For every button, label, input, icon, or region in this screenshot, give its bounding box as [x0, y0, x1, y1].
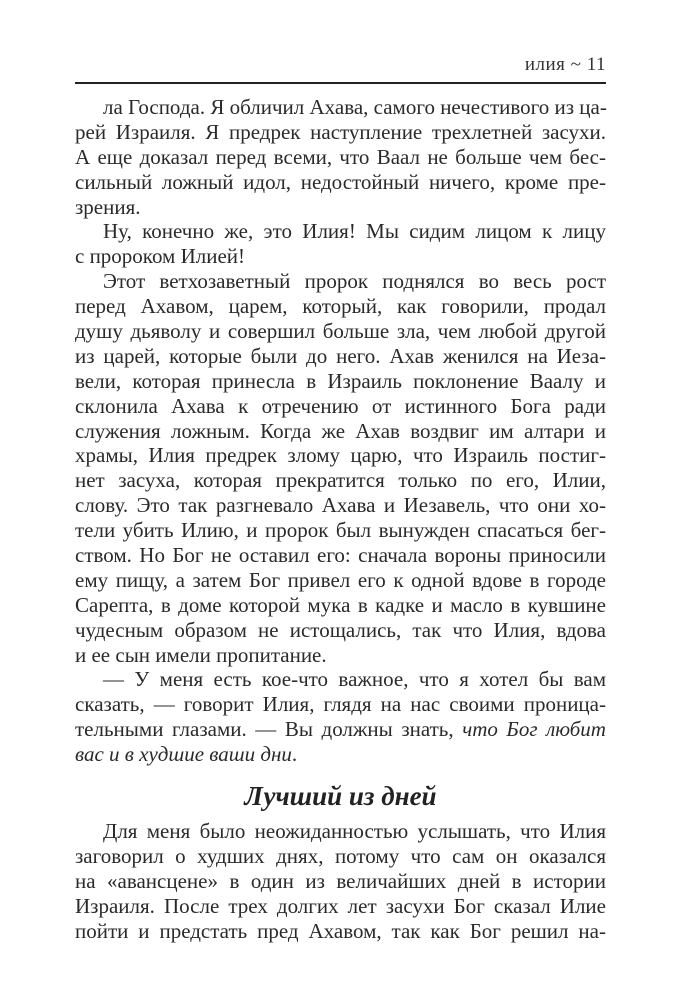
text-line: вели, которая принесла в Израиль поклонение Ваалу и	[75, 368, 606, 393]
section-heading: Лучший из дней	[244, 781, 437, 812]
italic-segment: что Бог любит	[462, 717, 606, 742]
text-line: слову. Это так разгневало Ахава и Иезавель, что они хо-	[75, 493, 606, 518]
text-line	[75, 717, 606, 742]
text-line	[75, 742, 606, 767]
text-line: храмы, Илия предрек злому царю, что Израиль постиг-	[75, 443, 606, 468]
italic-segment: вас и в худшие ваши дни	[75, 742, 292, 767]
text-line: пойти и предстать пред Ахавом, так как Бог решил на-	[75, 918, 606, 943]
text-line: Ну, конечно же, это Илия! Мы сидим лицом к лицу	[103, 219, 606, 244]
text-line: чудесным образом не истощались, так что Илия, вдова	[75, 617, 606, 642]
header-separator: ~	[570, 54, 582, 75]
text-line: зрения.	[75, 194, 141, 219]
text-line: душу дьяволу и совершил больше зла, чем любой другой	[75, 319, 606, 344]
text-line: Этот ветхозаветный пророк поднялся во весь рост	[103, 269, 606, 294]
text-line: служения ложным. Когда же Ахав воздвиг им алтари и	[75, 418, 606, 443]
text-line: на «авансцене» в один из величайших дней в истории	[75, 868, 606, 893]
text-line: ла Господа. Я обличил Ахава, самого нечестивого из ца-	[103, 95, 607, 119]
text-line: Израиля. После трех долгих лет засухи Бог сказал Илие	[75, 893, 606, 918]
text-line: сильный ложный идол, недостойный ничего, кроме пре-	[75, 169, 606, 194]
header-rule	[75, 82, 606, 84]
text-line: Сарепта, в доме которой мука в кадке и масло в кувшине	[75, 592, 606, 617]
text-line: перед Ахавом, царем, который, как говорили, продал	[75, 294, 606, 319]
text-line: сказать, — говорит Илия, глядя на нас своими проница-	[75, 692, 606, 717]
running-header	[75, 54, 606, 82]
text-line: Для меня было неожиданностью услышать, что Илия	[103, 819, 606, 844]
text-line: и ее сын имели пропитание.	[75, 642, 327, 667]
text-line: из царей, которые были до него. Ахав женился на Иеза-	[75, 343, 606, 368]
text-line: с пророком Илией!	[75, 244, 246, 269]
text-line: заговорил о худших днях, потому что сам он оказался	[75, 843, 606, 868]
text-line: ством. Но Бог не оставил его: сначала вороны приносили	[75, 543, 606, 568]
paragraph	[75, 269, 606, 667]
text-line: тели убить Илию, и пророк был вынужден спасаться бег-	[75, 518, 606, 543]
text-line: склонила Ахава к отречению от истинного Бога ради	[75, 393, 606, 418]
quote-paragraph	[75, 667, 606, 767]
text-segment: .	[291, 742, 298, 767]
paragraph-after	[75, 819, 606, 943]
text-line: ему пищу, а затем Бог привел его к одной вдове в городе	[75, 567, 606, 592]
page-body	[75, 95, 606, 944]
text-line: нет засуха, которая прекратится только по его, Илии,	[75, 468, 606, 493]
text-segment: тельными глазами. — Вы должны знать,	[75, 717, 463, 742]
running-title: илия	[524, 54, 566, 75]
page-number: 11	[586, 54, 606, 75]
text-line: рей Израиля. Я предрек наступление трехлетней засухи.	[75, 119, 606, 144]
text-line: — У меня есть кое-что важное, что я хотел бы вам	[103, 667, 606, 692]
paragraphs-before	[75, 95, 606, 667]
paragraph	[75, 95, 606, 219]
text-line: А еще доказал перед всеми, что Ваал не больше чем бес-	[75, 144, 606, 169]
paragraph	[75, 219, 606, 269]
